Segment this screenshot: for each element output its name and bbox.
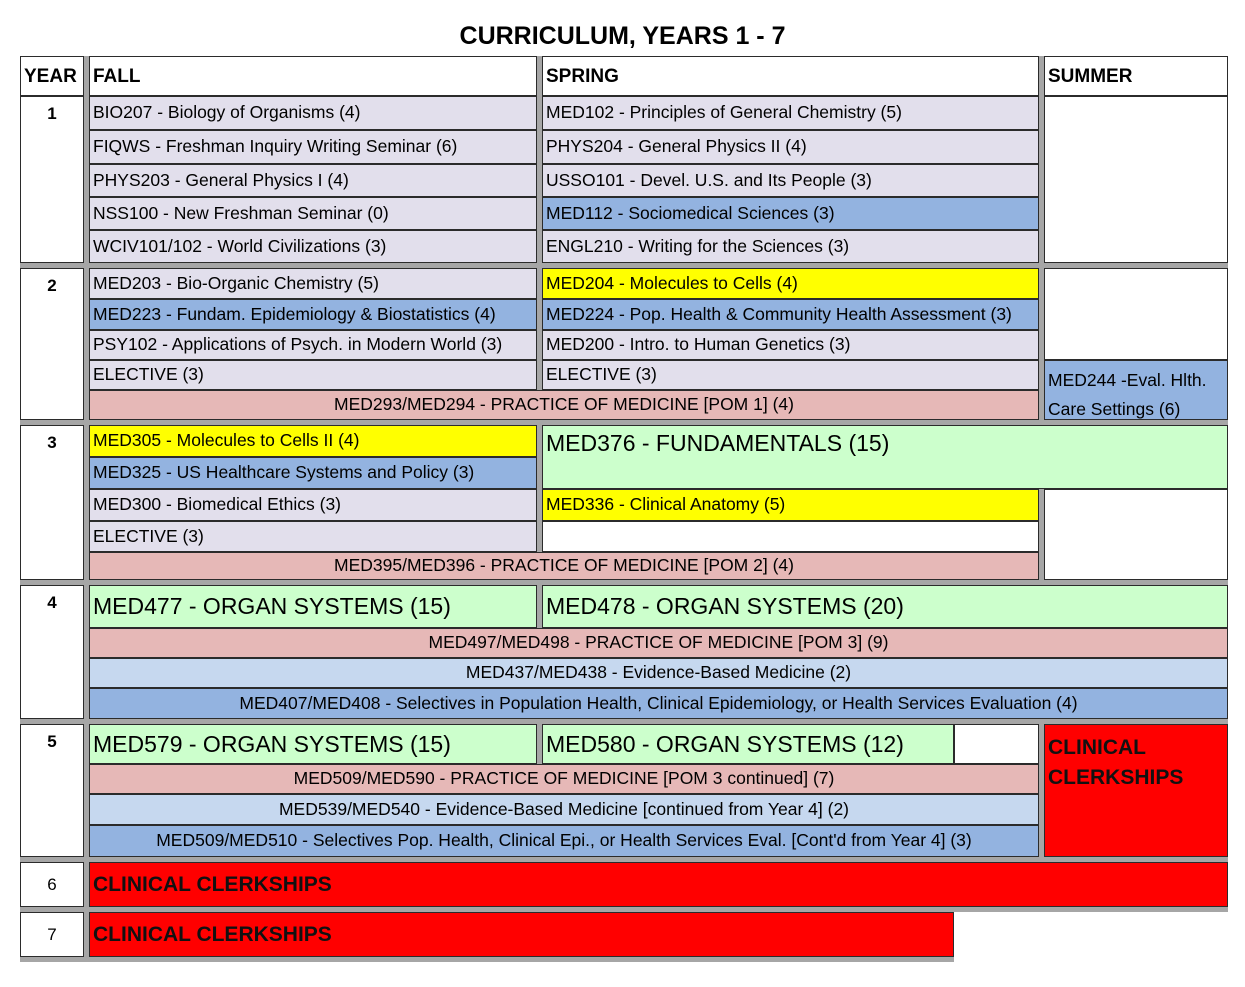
- y1-spring-course: USSO101 - Devel. U.S. and Its People (3): [542, 164, 1039, 197]
- y2-spring-course: MED224 - Pop. Health & Community Health Assessment (3): [542, 299, 1039, 330]
- y1-summer-empty: [1044, 96, 1228, 263]
- page-title: CURRICULUM, YEARS 1 - 7: [459, 22, 786, 50]
- y2-summer-empty: [1044, 268, 1228, 360]
- year-divider: [20, 719, 1228, 724]
- y2-spring-course: MED204 - Molecules to Cells (4): [542, 268, 1039, 299]
- y3-anatomy-course: MED336 - Clinical Anatomy (5): [542, 489, 1039, 521]
- y1-spring-course: MED102 - Principles of General Chemistry (5): [542, 96, 1039, 130]
- y1-fall-course: PHYS203 - General Physics I (4): [89, 164, 537, 197]
- y4-selectives-course: MED407/MED408 - Selectives in Population Health, Clinical Epidemiology, or Health Services Evaluation (4): [89, 688, 1228, 719]
- column-divider: [537, 724, 542, 764]
- y2-fall-course: ELECTIVE (3): [89, 360, 537, 390]
- column-divider: [537, 585, 542, 628]
- header-spring: SPRING: [542, 56, 1039, 96]
- year-3-label: 3: [20, 425, 84, 580]
- y1-fall-course: WCIV101/102 - World Civilizations (3): [89, 230, 537, 263]
- y1-fall-course: BIO207 - Biology of Organisms (4): [89, 96, 537, 130]
- y5-fall-organ-systems: MED579 - ORGAN SYSTEMS (15): [89, 724, 537, 764]
- column-divider: [537, 268, 542, 390]
- year-divider: [20, 263, 1228, 268]
- y5-spring-empty: [954, 724, 1039, 764]
- y3-fall-course: MED300 - Biomedical Ethics (3): [89, 489, 537, 521]
- year-divider: [20, 957, 954, 962]
- year-5-label: 5: [20, 724, 84, 857]
- year-divider: [20, 420, 1228, 425]
- year-6-label: 6: [20, 862, 84, 907]
- y3-fall-course: MED325 - US Healthcare Systems and Policy (3): [89, 457, 537, 489]
- column-divider: [537, 425, 542, 552]
- y2-fall-course: PSY102 - Applications of Psych. in Modern World (3): [89, 330, 537, 360]
- y4-pom-course: MED497/MED498 - PRACTICE OF MEDICINE [POM 3] (9): [89, 628, 1228, 658]
- year-divider: [20, 907, 1228, 912]
- y2-fall-course: MED223 - Fundam. Epidemiology & Biostatistics (4): [89, 299, 537, 330]
- year-2-label: 2: [20, 268, 84, 420]
- y4-spring-organ-systems: MED478 - ORGAN SYSTEMS (20): [542, 585, 1228, 628]
- column-divider: [84, 56, 89, 957]
- header-fall: FALL: [89, 56, 537, 96]
- y2-spring-course: ELECTIVE (3): [542, 360, 1039, 390]
- y5-spring-organ-systems: MED580 - ORGAN SYSTEMS (12): [542, 724, 954, 764]
- year-divider: [20, 580, 1228, 585]
- y1-fall-course: FIQWS - Freshman Inquiry Writing Seminar (6): [89, 130, 537, 164]
- y3-pom-course: MED395/MED396 - PRACTICE OF MEDICINE [POM 2] (4): [89, 552, 1039, 580]
- header-year: YEAR: [20, 56, 84, 96]
- header-summer: SUMMER: [1044, 56, 1228, 96]
- y4-fall-organ-systems: MED477 - ORGAN SYSTEMS (15): [89, 585, 537, 628]
- y3-summer-empty: [1044, 489, 1228, 580]
- y6-clinical-clerkships: CLINICAL CLERKSHIPS: [89, 862, 1228, 907]
- year-7-label: 7: [20, 912, 84, 957]
- year-4-label: 4: [20, 585, 84, 719]
- y1-spring-course: ENGL210 - Writing for the Sciences (3): [542, 230, 1039, 263]
- column-divider: [1039, 724, 1044, 857]
- y2-spring-course: MED200 - Intro. to Human Genetics (3): [542, 330, 1039, 360]
- y1-spring-course: PHYS204 - General Physics II (4): [542, 130, 1039, 164]
- y7-clinical-clerkships: CLINICAL CLERKSHIPS: [89, 912, 954, 957]
- y2-pom-course: MED293/MED294 - PRACTICE OF MEDICINE [POM 1] (4): [89, 390, 1039, 420]
- y5-ebm-course: MED539/MED540 - Evidence-Based Medicine [continued from Year 4] (2): [89, 794, 1039, 825]
- y1-fall-course: NSS100 - New Freshman Seminar (0): [89, 197, 537, 230]
- y5-pom-course: MED509/MED590 - PRACTICE OF MEDICINE [POM 3 continued] (7): [89, 764, 1039, 794]
- y2-summer-course: MED244 -Eval. Hlth. Care Settings (6): [1044, 360, 1228, 420]
- year-divider: [20, 857, 1228, 862]
- y3-fundamentals-course: MED376 - FUNDAMENTALS (15): [542, 425, 1228, 489]
- column-divider: [1039, 268, 1044, 420]
- y5-selectives-course: MED509/MED510 - Selectives Pop. Health, Clinical Epi., or Health Services Eval. [Cont'd from Year 4] (3): [89, 825, 1039, 857]
- y5-clinical-clerkships: CLINICAL CLERKSHIPS: [1044, 724, 1228, 857]
- column-divider: [1039, 56, 1044, 264]
- y1-spring-course: MED112 - Sociomedical Sciences (3): [542, 197, 1039, 230]
- y3-fall-course: MED305 - Molecules to Cells II (4): [89, 425, 537, 457]
- column-divider: [1039, 489, 1044, 580]
- year-1-label: 1: [20, 96, 84, 263]
- y3-fall-course: ELECTIVE (3): [89, 521, 537, 552]
- column-divider: [537, 56, 542, 264]
- y4-ebm-course: MED437/MED438 - Evidence-Based Medicine (2): [89, 658, 1228, 688]
- y2-fall-course: MED203 - Bio-Organic Chemistry (5): [89, 268, 537, 299]
- y3-spring-empty: [542, 521, 1039, 552]
